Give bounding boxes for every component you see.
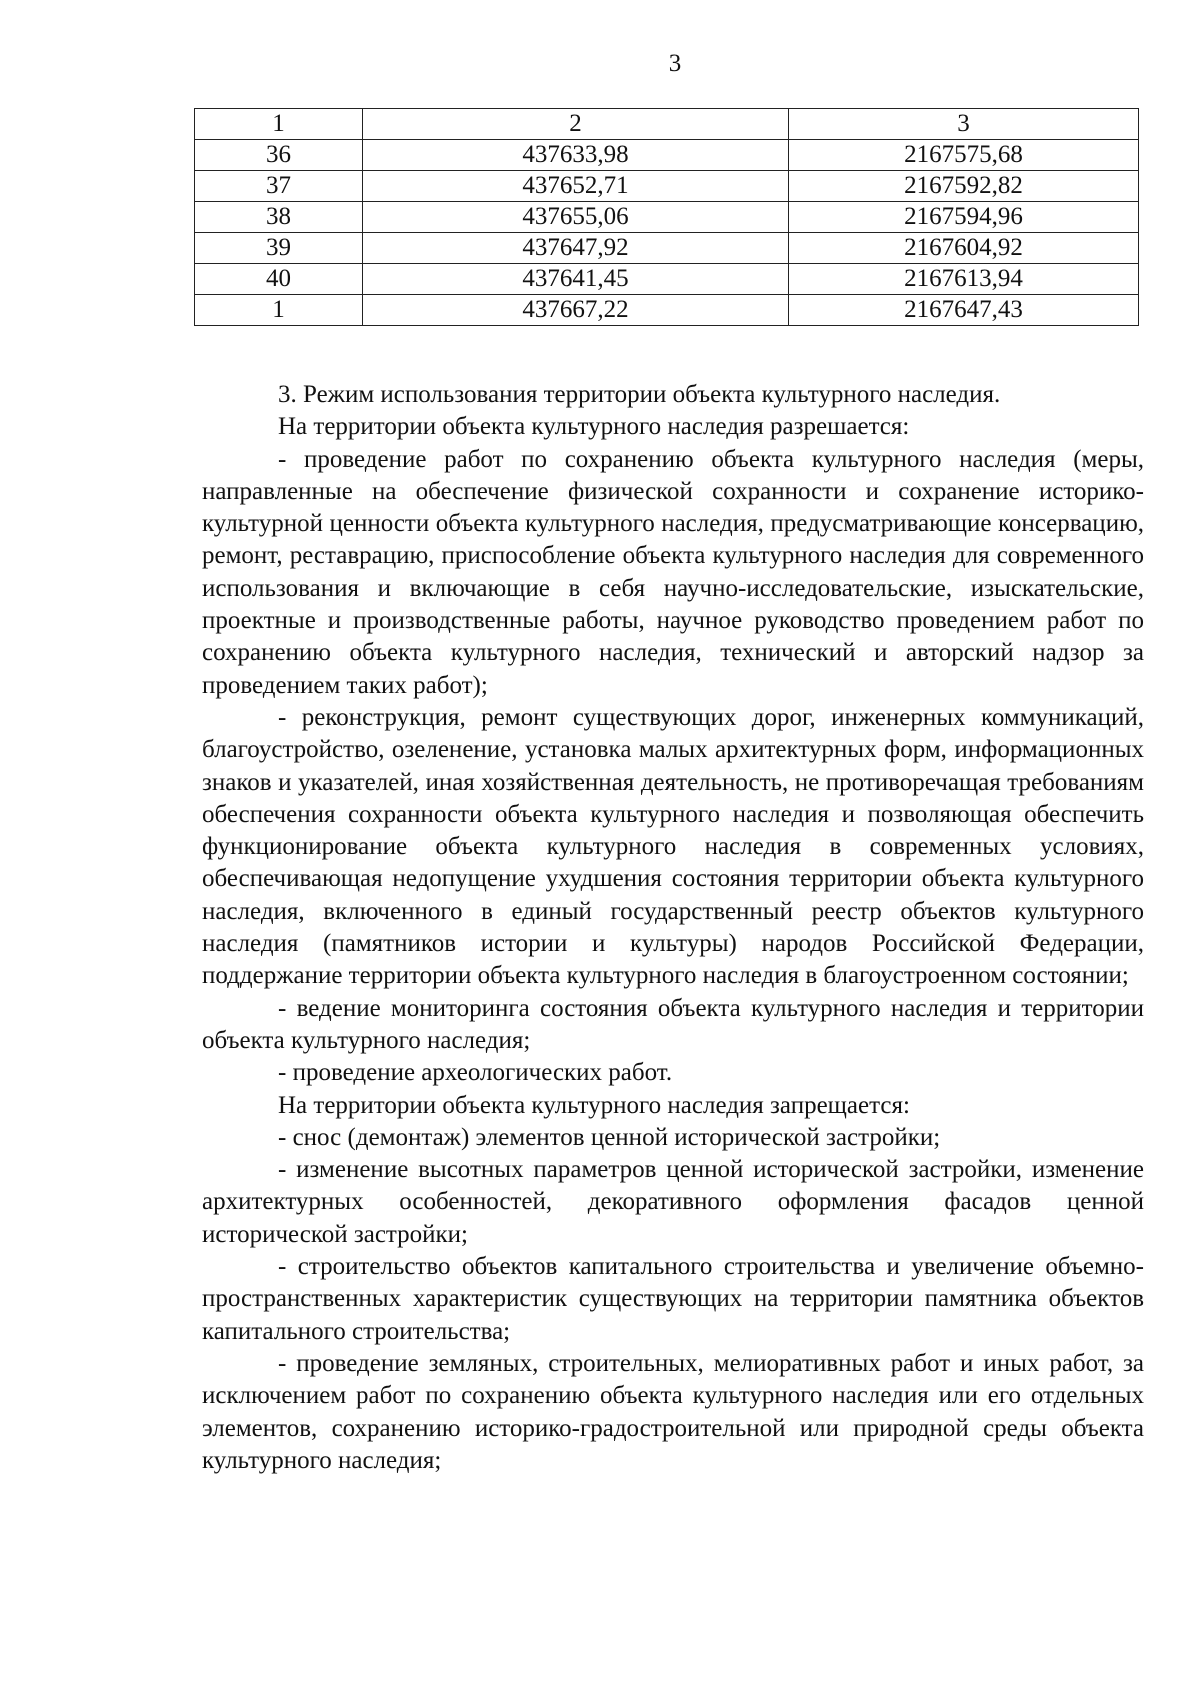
y-coordinate-cell: 2167604,92: [789, 233, 1139, 264]
point-number-cell: 1: [195, 295, 363, 326]
list-item: - ведение мониторинга состояния объекта культурного наследия и территории объекта культурного наследия;: [202, 994, 1144, 1054]
table-row: [195, 140, 1139, 171]
table-header-row: [195, 109, 1139, 140]
point-number-cell: 38: [195, 202, 363, 233]
y-coordinate-cell: 2167575,68: [789, 140, 1139, 171]
y-coordinate-cell: 2167613,94: [789, 264, 1139, 295]
list-item: - проведение работ по сохранению объекта культурного наследия (меры, направленные на обеспечение физической сохранности и сохранение историко-культурной ценности объекта культурного наследия, предусматривающие консервацию, ремонт, реставрацию, приспособление объекта культурного наследия для современного использования и включающие в себя научно-исследовательские, изыскательские, проектные и производственные работы, научное руководство проведением работ по сохранению объекта культурного наследия, технический и авторский надзор за проведением таких работ);: [202, 445, 1144, 699]
forbidden-intro: На территории объекта культурного наследия запрещается:: [278, 1091, 910, 1119]
y-coordinate-cell: 2167647,43: [789, 295, 1139, 326]
list-item: - изменение высотных параметров ценной исторической застройки, изменение архитектурных особенностей, декоративного оформления фасадов ценной исторической застройки;: [202, 1156, 1144, 1248]
header-cell: 3: [789, 109, 1139, 140]
y-coordinate-cell: 2167594,96: [789, 202, 1139, 233]
list-item: - проведение археологических работ.: [278, 1059, 673, 1087]
table-row: [195, 295, 1139, 326]
table-row: [195, 264, 1139, 295]
x-coordinate-cell: 437667,22: [363, 295, 789, 326]
coordinates-table: [194, 108, 1139, 326]
x-coordinate-cell: 437633,98: [363, 140, 789, 171]
header-cell: 2: [363, 109, 789, 140]
allowed-intro: На территории объекта культурного наследия разрешается:: [278, 413, 910, 441]
list-item: - снос (демонтаж) элементов ценной исторической застройки;: [278, 1123, 941, 1151]
x-coordinate-cell: 437641,45: [363, 264, 789, 295]
page-number: 3: [668, 50, 682, 77]
y-coordinate-cell: 2167592,82: [789, 171, 1139, 202]
x-coordinate-cell: 437652,71: [363, 171, 789, 202]
list-item: - строительство объектов капитального строительства и увеличение объемно-пространственных характеристик существующих на территории памятника объектов капитального строительства;: [202, 1253, 1144, 1345]
table-row: [195, 202, 1139, 233]
table-row: [195, 233, 1139, 264]
header-cell: 1: [195, 109, 363, 140]
list-item: - проведение земляных, строительных, мелиоративных работ и иных работ, за исключением работ по сохранению объекта культурного наследия или его отдельных элементов, сохранению историко-градостроительной или природной среды объекта культурного наследия;: [202, 1349, 1144, 1474]
list-item: - реконструкция, ремонт существующих дорог, инженерных коммуникаций, благоустройство, озеленение, установка малых архитектурных форм, информационных знаков и указателей, иная хозяйственная деятельность, не противоречащая требованиям обеспечения сохранности объекта культурного наследия и позволяющая обеспечить функционирование объекта культурного наследия в современных условиях, обеспечивающая недопущение ухудшения состояния территории объекта культурного наследия, включенного в единый государственный реестр объектов культурного наследия (памятников истории и культуры) народов Российской Федерации, поддержание территории объекта культурного наследия в благоустроенном состоянии;: [202, 703, 1144, 990]
point-number-cell: 39: [195, 233, 363, 264]
section-heading: 3. Режим использования территории объекта культурного наследия.: [278, 381, 1001, 408]
x-coordinate-cell: 437655,06: [363, 202, 789, 233]
table-row: [195, 171, 1139, 202]
point-number-cell: 40: [195, 264, 363, 295]
point-number-cell: 37: [195, 171, 363, 202]
document-body: [202, 379, 1144, 1477]
point-number-cell: 36: [195, 140, 363, 171]
x-coordinate-cell: 437647,92: [363, 233, 789, 264]
